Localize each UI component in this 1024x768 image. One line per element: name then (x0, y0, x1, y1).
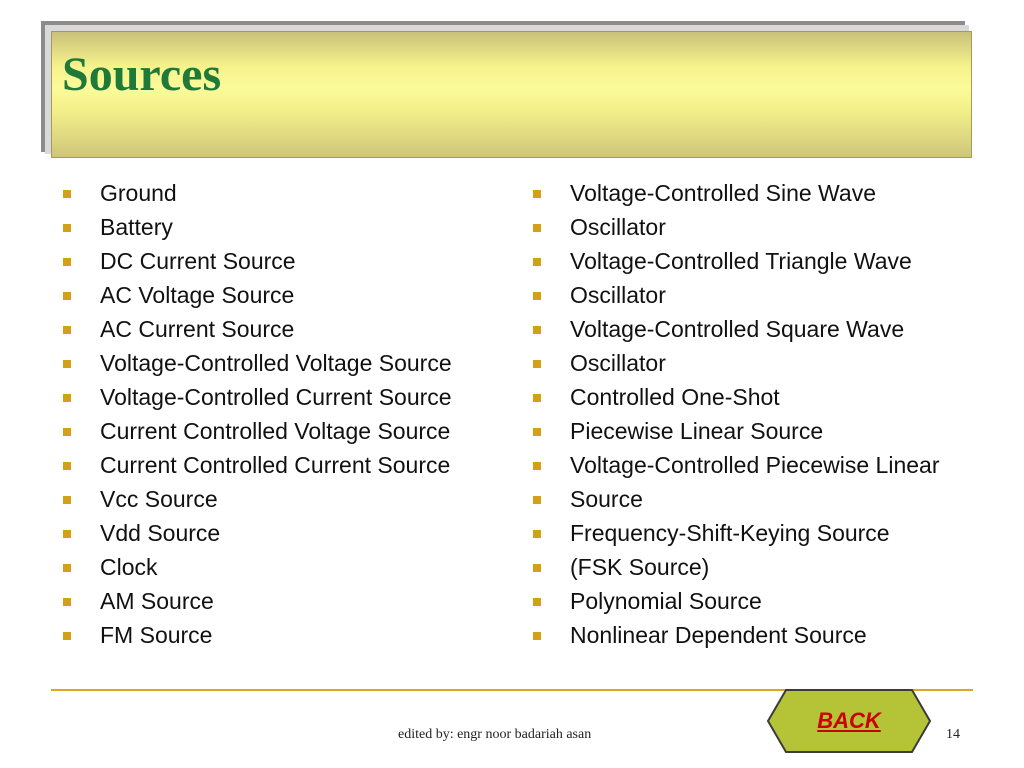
list-item (60, 452, 500, 478)
list-item (530, 214, 970, 240)
list-item-text: Oscillator (570, 214, 666, 240)
square-bullet-icon (63, 632, 71, 640)
list-item (60, 316, 500, 342)
list-item-text: AC Current Source (100, 316, 295, 342)
list-item-text: Vcc Source (100, 486, 218, 512)
list-item (60, 622, 500, 648)
list-item-text: Voltage-Controlled Sine Wave (570, 180, 876, 206)
list-item (60, 384, 500, 410)
list-item (60, 418, 500, 444)
list-item (530, 554, 970, 580)
square-bullet-icon (533, 496, 541, 504)
square-bullet-icon (533, 292, 541, 300)
list-item (530, 486, 970, 512)
square-bullet-icon (63, 428, 71, 436)
square-bullet-icon (533, 224, 541, 232)
square-bullet-icon (63, 496, 71, 504)
list-item-text: Voltage-Controlled Square Wave (570, 316, 905, 342)
right-bullet-list (530, 180, 970, 656)
list-item-text: Source (570, 486, 643, 512)
list-item (530, 520, 970, 546)
list-item-text: Current Controlled Voltage Source (100, 418, 451, 444)
list-item-text: Vdd Source (100, 520, 221, 546)
list-item (60, 588, 500, 614)
square-bullet-icon (63, 326, 71, 334)
list-item (530, 248, 970, 274)
list-item-text: Oscillator (570, 282, 666, 308)
list-item (60, 350, 500, 376)
list-item-text: AM Source (100, 588, 214, 614)
square-bullet-icon (63, 292, 71, 300)
square-bullet-icon (533, 530, 541, 538)
square-bullet-icon (63, 462, 71, 470)
square-bullet-icon (533, 462, 541, 470)
list-item-text: Voltage-Controlled Triangle Wave (570, 248, 912, 274)
list-item (60, 282, 500, 308)
list-item (530, 588, 970, 614)
square-bullet-icon (63, 190, 71, 198)
square-bullet-icon (533, 394, 541, 402)
list-item-text: Piecewise Linear Source (570, 418, 824, 444)
list-item (60, 554, 500, 580)
square-bullet-icon (63, 564, 71, 572)
square-bullet-icon (533, 326, 541, 334)
square-bullet-icon (63, 394, 71, 402)
list-item-text: Current Controlled Current Source (100, 452, 451, 478)
list-item (60, 520, 500, 546)
list-item (60, 486, 500, 512)
page-number: 14 (946, 727, 960, 742)
list-item-text: Clock (100, 554, 158, 580)
list-item (530, 316, 970, 342)
list-item-text: (FSK Source) (570, 554, 710, 580)
list-item (530, 282, 970, 308)
list-item-text: Controlled One-Shot (570, 384, 780, 410)
list-item-text: Ground (100, 180, 177, 206)
square-bullet-icon (533, 564, 541, 572)
list-item (60, 180, 500, 206)
list-item (60, 214, 500, 240)
list-item (60, 248, 500, 274)
square-bullet-icon (533, 360, 541, 368)
list-item-text: Voltage-Controlled Voltage Source (100, 350, 452, 376)
square-bullet-icon (533, 598, 541, 606)
list-item-text: AC Voltage Source (100, 282, 295, 308)
footer-credit: edited by: engr noor badariah asan (398, 727, 592, 742)
list-item-text: Polynomial Source (570, 588, 762, 614)
list-item-text: Nonlinear Dependent Source (570, 622, 867, 648)
square-bullet-icon (533, 190, 541, 198)
list-item (530, 452, 970, 478)
square-bullet-icon (63, 360, 71, 368)
square-bullet-icon (63, 258, 71, 266)
list-item-text: Voltage-Controlled Current Source (100, 384, 452, 410)
list-item (530, 622, 970, 648)
list-item (530, 350, 970, 376)
list-item (530, 384, 970, 410)
square-bullet-icon (533, 258, 541, 266)
list-item (530, 180, 970, 206)
list-item-text: Voltage-Controlled Piecewise Linear (570, 452, 940, 478)
square-bullet-icon (533, 632, 541, 640)
square-bullet-icon (63, 598, 71, 606)
left-bullet-list (60, 180, 500, 656)
list-item-text: Oscillator (570, 350, 666, 376)
list-item-text: Battery (100, 214, 173, 240)
square-bullet-icon (63, 530, 71, 538)
back-button[interactable] (766, 688, 932, 754)
back-button-label[interactable]: BACK (817, 708, 881, 733)
square-bullet-icon (63, 224, 71, 232)
list-item (530, 418, 970, 444)
list-item-text: DC Current Source (100, 248, 296, 274)
list-item-text: Frequency-Shift-Keying Source (570, 520, 890, 546)
square-bullet-icon (533, 428, 541, 436)
slide-title: Sources (62, 48, 222, 101)
list-item-text: FM Source (100, 622, 213, 648)
